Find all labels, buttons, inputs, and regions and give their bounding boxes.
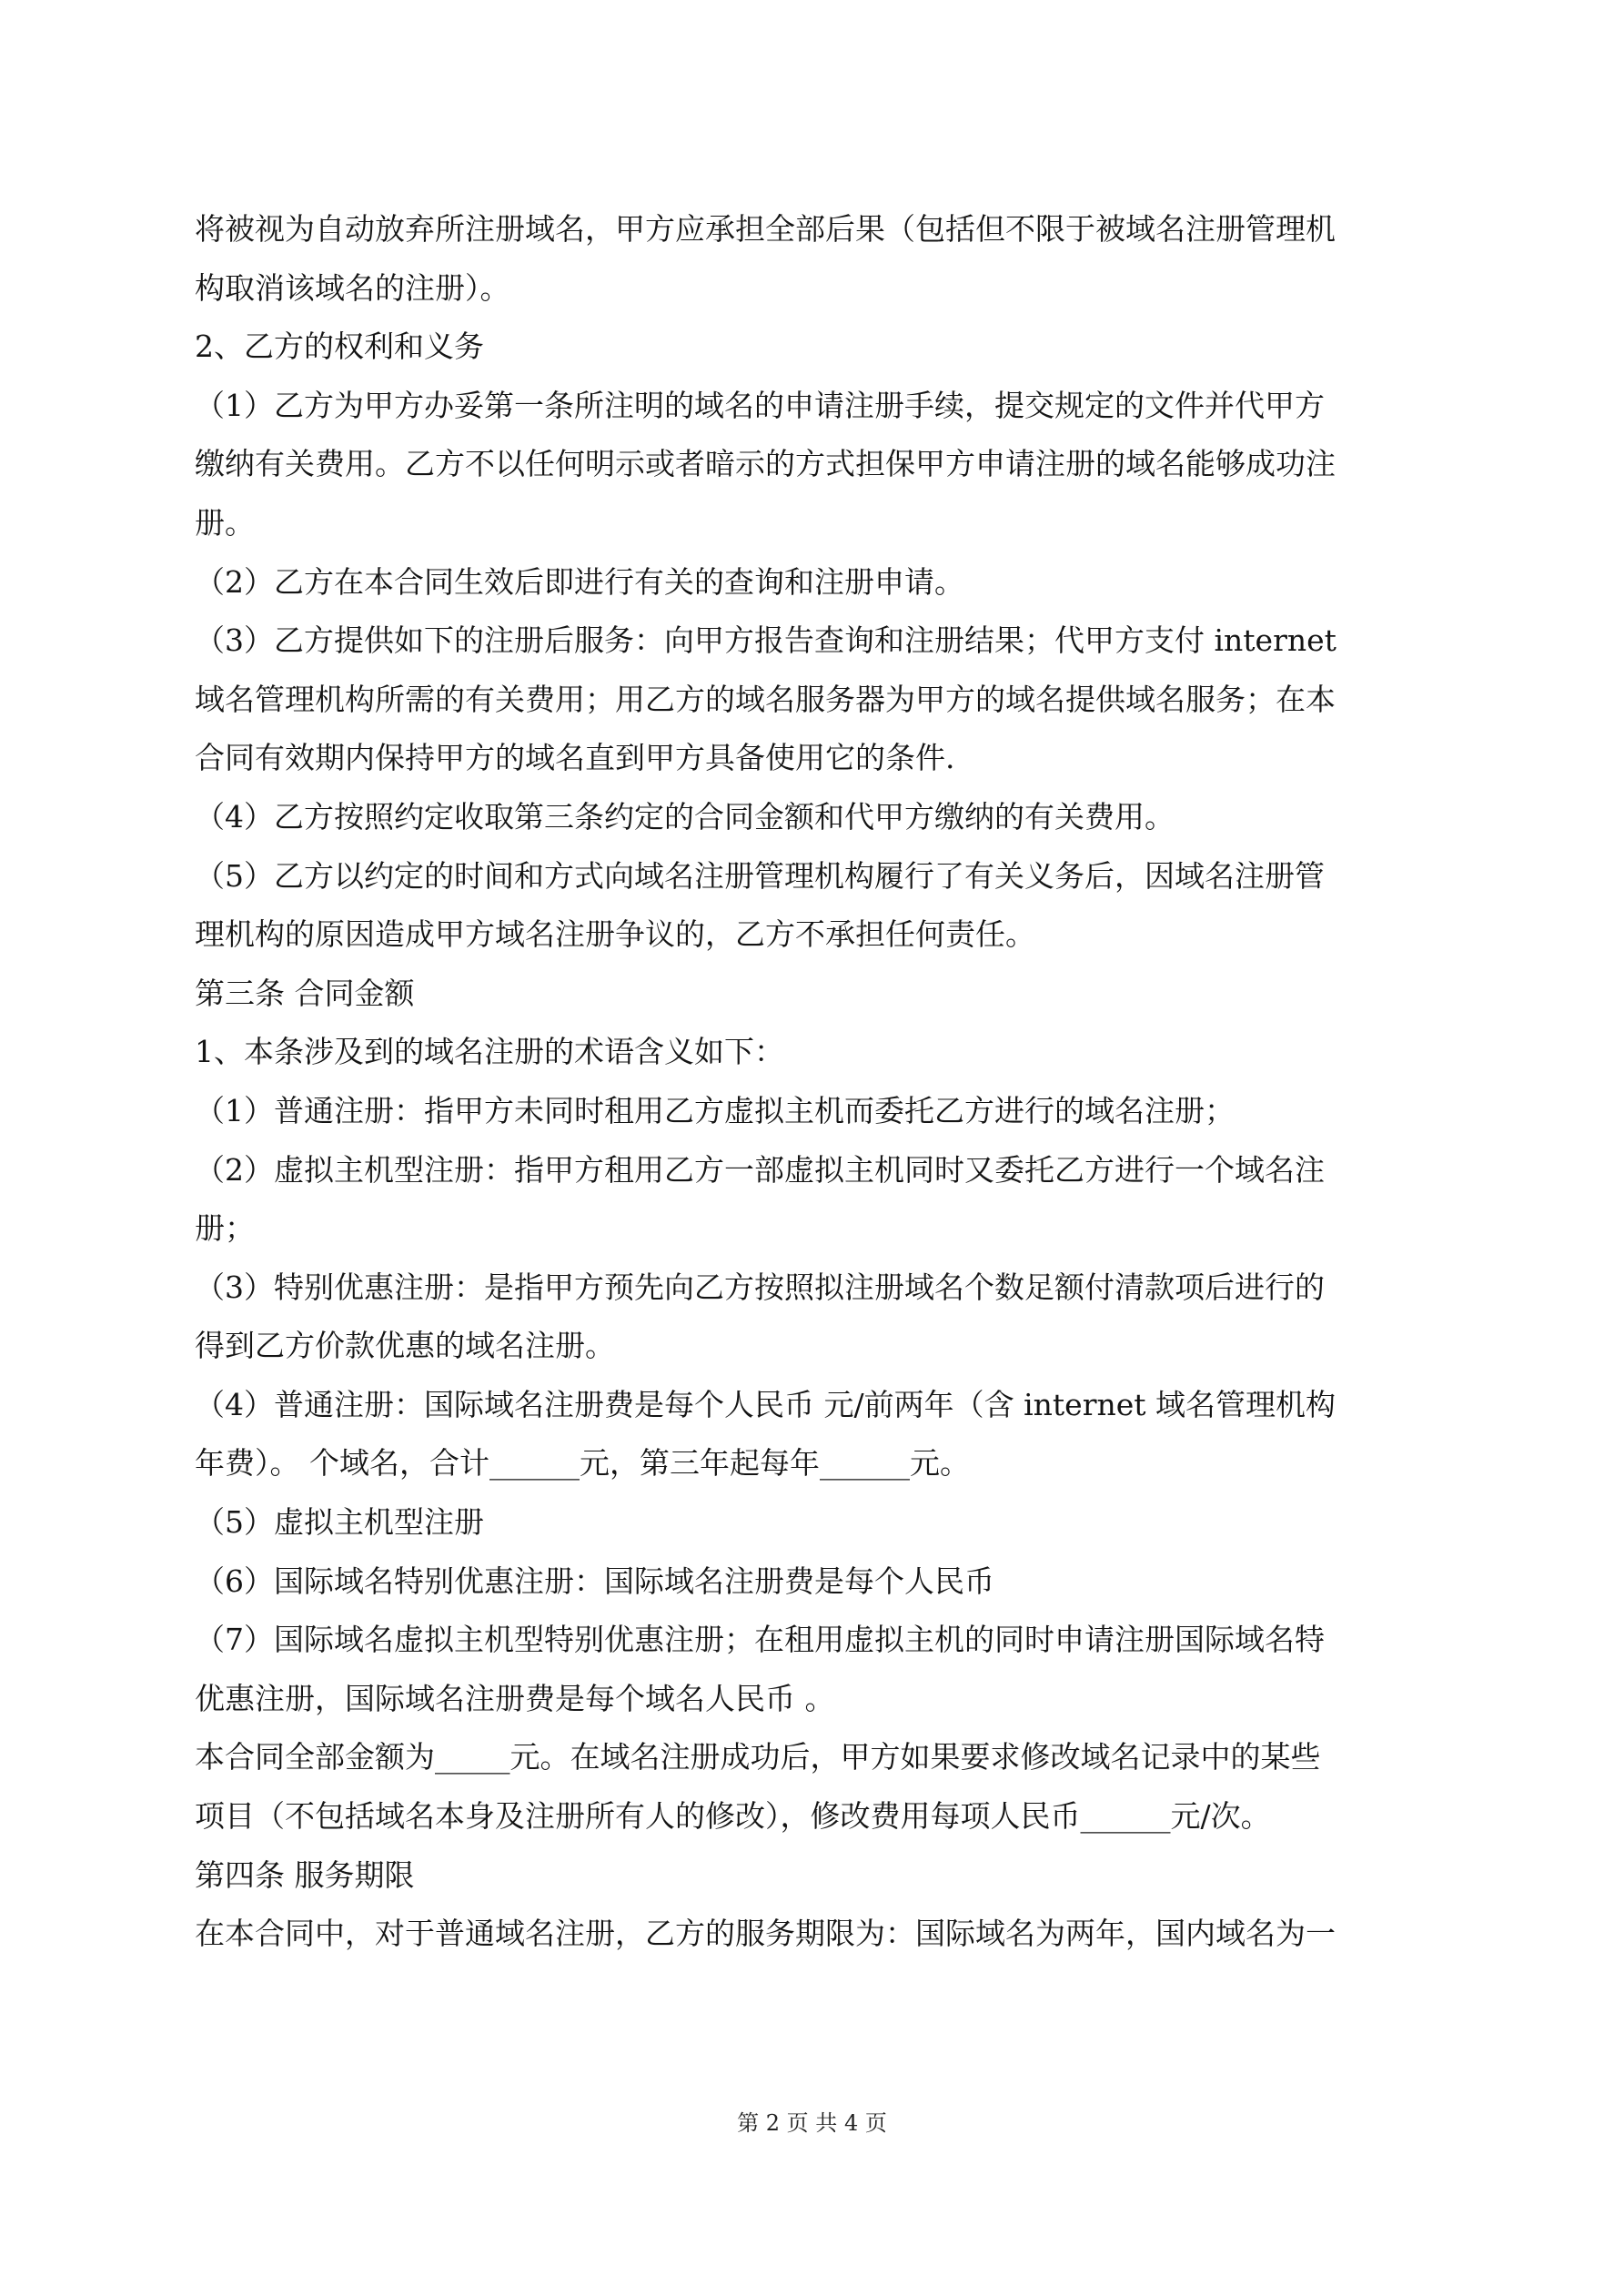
text-line: 合同有效期内保持甲方的域名直到甲方具备使用它的条件. bbox=[195, 740, 955, 776]
contract-body bbox=[195, 200, 1450, 1964]
text-line: 理机构的原因造成甲方域名注册争议的，乙方不承担任何责任。 bbox=[195, 916, 1035, 953]
text-line: 1、本条涉及到的域名注册的术语含义如下： bbox=[195, 1034, 784, 1070]
text-line: 册。 bbox=[195, 504, 255, 541]
text-line: （1）乙方为甲方办妥第一条所注明的域名的申请注册手续，提交规定的文件并代甲方 bbox=[195, 387, 1325, 423]
text-line: 域名管理机构所需的有关费用；用乙方的域名服务器为甲方的域名提供域名服务；在本 bbox=[195, 681, 1336, 717]
page-number-footer: 第 2 页 共 4 页 bbox=[737, 2110, 887, 2136]
text-line: 册； bbox=[195, 1210, 255, 1247]
text-line: （2）虚拟主机型注册：指甲方租用乙方一部虚拟主机同时又委托乙方进行一个域名注 bbox=[195, 1151, 1325, 1188]
text-line: （7）国际域名虚拟主机型特别优惠注册；在租用虚拟主机的同时申请注册国际域名特 bbox=[195, 1622, 1325, 1658]
text-line: 构取消该域名的注册）。 bbox=[195, 269, 510, 306]
text-line: 缴纳有关费用。乙方不以任何明示或者暗示的方式担保甲方申请注册的域名能够成功注 bbox=[195, 446, 1336, 482]
text-line: （6）国际域名特别优惠注册：国际域名注册费是每个人民币 bbox=[195, 1563, 994, 1599]
text-line: （4）普通注册：国际域名注册费是每个人民币 元/前两年（含 internet 域名管理机构 bbox=[195, 1386, 1336, 1422]
section-heading: 第四条 服务期限 bbox=[195, 1856, 415, 1893]
text-line: 项目（不包括域名本身及注册所有人的修改），修改费用每项人民币______元/次。 bbox=[195, 1798, 1271, 1835]
text-line: （3）特别优惠注册：是指甲方预先向乙方按照拟注册域名个数足额付清款项后进行的 bbox=[195, 1269, 1325, 1305]
text-line: 在本合同中，对于普通域名注册，乙方的服务期限为：国际域名为两年，国内域名为一 bbox=[195, 1916, 1336, 1952]
text-line: （5）乙方以约定的时间和方式向域名注册管理机构履行了有关义务后，因域名注册管 bbox=[195, 857, 1325, 894]
text-line: 本合同全部金额为_____元。在域名注册成功后，甲方如果要求修改域名记录中的某些 bbox=[195, 1739, 1321, 1775]
text-line: （1）普通注册：指甲方未同时租用乙方虚拟主机而委托乙方进行的域名注册； bbox=[195, 1092, 1235, 1128]
text-line: 优惠注册，国际域名注册费是每个域名人民币 。 bbox=[195, 1680, 835, 1716]
text-line: 将被视为自动放弃所注册域名，甲方应承担全部后果（包括但不限于被域名注册管理机 bbox=[195, 211, 1336, 247]
text-line: （5）虚拟主机型注册 bbox=[195, 1504, 484, 1541]
text-line: （2）乙方在本合同生效后即进行有关的查询和注册申请。 bbox=[195, 563, 964, 600]
text-line: 得到乙方价款优惠的域名注册。 bbox=[195, 1328, 615, 1364]
text-line: （4）乙方按照约定收取第三条约定的合同金额和代甲方缴纳的有关费用。 bbox=[195, 798, 1175, 834]
section-heading: 第三条 合同金额 bbox=[195, 975, 415, 1011]
text-line: 2、乙方的权利和义务 bbox=[195, 329, 484, 365]
text-line: （3）乙方提供如下的注册后服务：向甲方报告查询和注册结果；代甲方支付 internet bbox=[195, 622, 1337, 659]
text-line: 年费）。 个域名，合计______元，第三年起每年______元。 bbox=[195, 1445, 970, 1482]
